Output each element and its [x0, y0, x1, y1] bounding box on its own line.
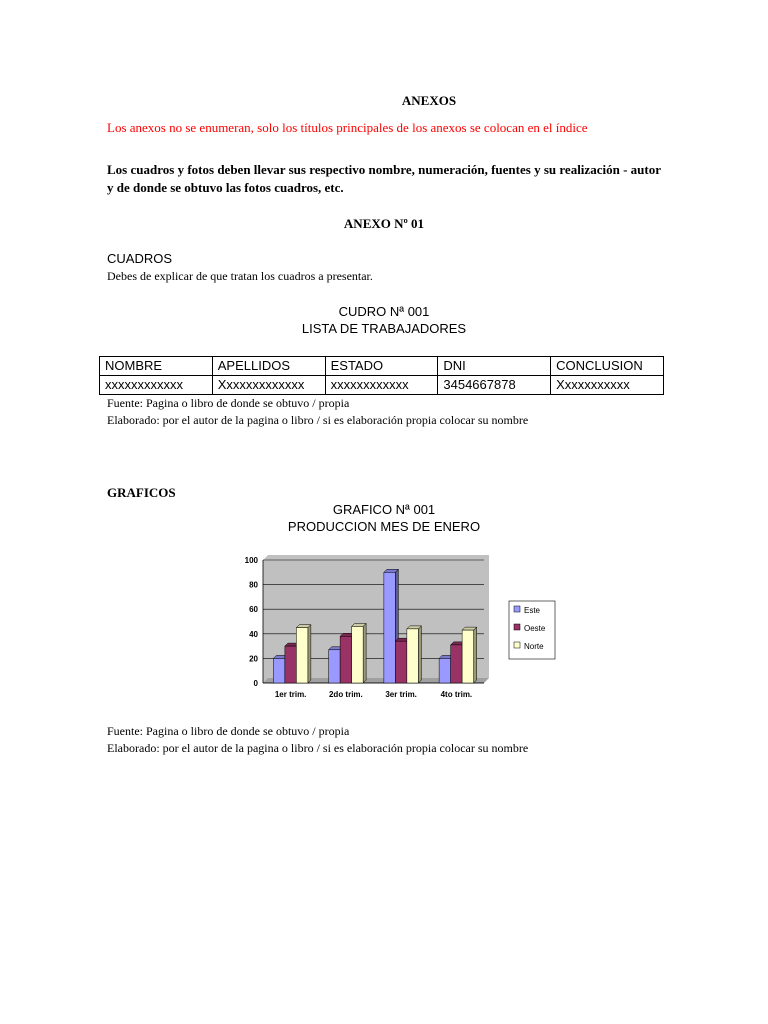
table-source: Fuente: Pagina o libro de donde se obtuvo / propia [107, 396, 350, 410]
x-tick-label: 1er trim. [274, 690, 307, 699]
annex-title: ANEXO Nº 01 [343, 216, 425, 231]
y-tick-label: 80 [249, 580, 258, 590]
table-title: LISTA DE TRABAJADORES [301, 321, 467, 336]
table-cell: Xxxxxxxxxxxxx [212, 376, 325, 395]
graph-source: Fuente: Pagina o libro de donde se obtuvo / propia [107, 724, 350, 738]
bar [439, 658, 451, 683]
bar [352, 626, 364, 683]
table-header-cell: CONCLUSION [551, 357, 664, 376]
table-header-cell: DNI [438, 357, 551, 376]
cuadros-description: Debes de explicar de que tratan los cuadros a presentar. [107, 269, 373, 283]
y-tick-label: 0 [253, 679, 258, 688]
table-header-cell: NOMBRE [100, 357, 213, 376]
table-header-row [100, 357, 664, 376]
bar [273, 658, 285, 683]
annex-note: Los anexos no se enumeran, solo los títulos principales de los anexos se colocan en el índice [107, 120, 588, 135]
y-tick-label: 40 [249, 629, 258, 639]
bar [340, 636, 352, 683]
bar [407, 629, 419, 683]
cuadros-label: CUADROS [107, 251, 173, 266]
bar-side [474, 627, 477, 683]
bar-side [363, 623, 366, 683]
production-chart [228, 545, 562, 713]
bar [329, 650, 341, 683]
bar [462, 630, 474, 683]
table-cell: xxxxxxxxxxxx [100, 376, 213, 395]
legend-label: Oeste [524, 624, 546, 633]
graph-author: Elaborado: por el autor de la pagina o libro / si es elaboración propia colocar su nombre [107, 741, 529, 755]
legend-swatch [514, 642, 520, 648]
y-tick-label: 100 [244, 556, 258, 565]
graph-number: GRAFICO Nª 001 [332, 502, 436, 517]
legend-swatch [514, 606, 520, 612]
x-tick-label: 3er trim. [385, 690, 417, 699]
table-number: CUDRO Nª 001 [338, 304, 430, 319]
x-tick-label: 4to trim. [440, 690, 473, 699]
table-header-cell: APELLIDOS [212, 357, 325, 376]
legend-swatch [514, 624, 520, 630]
instructions-paragraph: Los cuadros y fotos deben llevar sus respectivo nombre, numeración, fuentes y su realización - autor y de donde se obtuvo las fotos cuadros, etc. [107, 162, 661, 195]
workers-table [99, 356, 664, 395]
legend-label: Norte [524, 642, 544, 651]
bar-side [418, 626, 421, 683]
y-tick-label: 20 [249, 654, 258, 664]
bar [384, 572, 396, 683]
page-heading: ANEXOS [401, 93, 457, 108]
table-cell: Xxxxxxxxxxx [551, 376, 664, 395]
bar-side [308, 625, 311, 683]
table-row [100, 376, 664, 395]
legend-label: Este [524, 606, 541, 615]
x-tick-label: 2do trim. [328, 690, 363, 699]
table-author: Elaborado: por el autor de la pagina o libro / si es elaboración propia colocar su nombre [107, 413, 529, 427]
bar [285, 646, 297, 683]
table-header-cell: ESTADO [325, 357, 438, 376]
graph-title: PRODUCCION MES DE ENERO [287, 519, 481, 534]
graficos-label: GRAFICOS [107, 485, 176, 500]
bar [451, 645, 463, 683]
table-cell: 3454667878 [438, 376, 551, 395]
table-cell: xxxxxxxxxxxx [325, 376, 438, 395]
bar [395, 641, 407, 683]
bar [296, 628, 308, 683]
y-tick-label: 60 [249, 605, 258, 615]
